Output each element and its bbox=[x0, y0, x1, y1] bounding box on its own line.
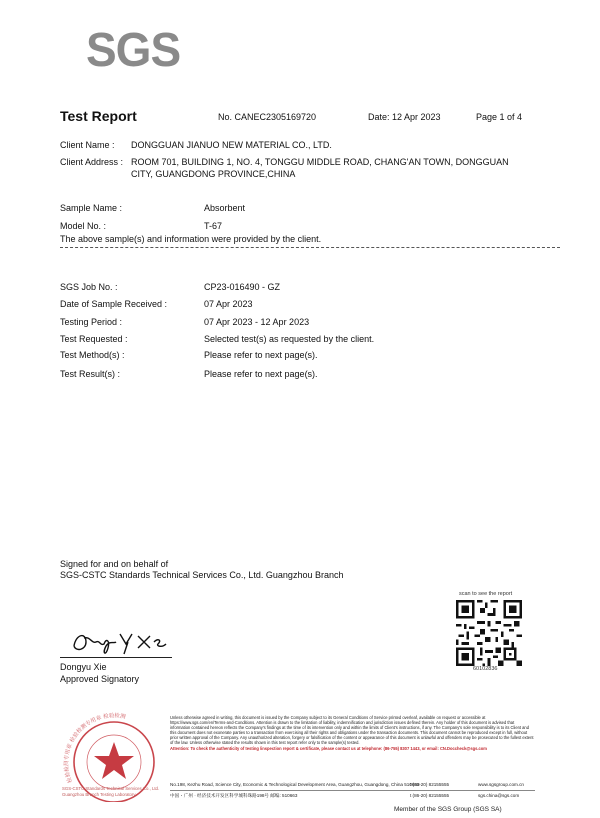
sample-note: The above sample(s) and information were provided by the client. bbox=[60, 234, 322, 244]
signed-on-behalf: Signed for and on behalf of bbox=[60, 559, 169, 569]
footer-divider bbox=[170, 790, 535, 791]
method-value: Please refer to next page(s). bbox=[204, 350, 318, 360]
page-number: Page 1 of 4 bbox=[476, 112, 523, 122]
method-label: Test Method(s) : bbox=[60, 350, 125, 360]
received-label: Date of Sample Received : bbox=[60, 299, 168, 309]
svg-text:检验检测专用章 检验检测专用章 检验检测: 检验检测专用章 检验检测专用章 检验检测 bbox=[63, 713, 127, 784]
client-name-label: Client Name : bbox=[60, 140, 115, 150]
job-label: SGS Job No. : bbox=[60, 282, 118, 292]
sample-name-value: Absorbent bbox=[204, 203, 246, 213]
period-label: Testing Period : bbox=[60, 317, 123, 327]
client-address-line1: ROOM 701, BUILDING 1, NO. 4, TONGGU MIDDLE ROAD, CHANG'AN TOWN, DONGGUAN bbox=[131, 157, 509, 167]
terms-fine-print bbox=[170, 715, 535, 751]
authenticity-attention: Attention: To check the authenticity of testing /inspection report & certificate, please contact us at telephone: (86-755) 8307 1443, or email: CN.Doccheck@sgs.com bbox=[170, 745, 487, 751]
client-address-line2: CITY, GUANGDONG PROVINCE,CHINA bbox=[131, 169, 296, 179]
qr-number: 60102836 bbox=[473, 666, 498, 672]
report-title: Test Report bbox=[60, 108, 137, 124]
address-en: No.198, Kezhu Road, Science City, Economic & Technological Development Area, Guangzhou, Guangdong, China 510663 bbox=[170, 782, 420, 787]
web-en[interactable]: www.sgsgroup.com.cn bbox=[478, 782, 524, 787]
signature-line bbox=[60, 657, 172, 658]
tel-en: t (86-20) 82155555 bbox=[410, 782, 450, 787]
report-number: No. CANEC2305169720 bbox=[218, 112, 317, 122]
qr-caption: scan to see the report bbox=[459, 591, 513, 597]
job-value: CP23-016490 - GZ bbox=[204, 282, 281, 292]
qr-code[interactable] bbox=[456, 600, 522, 666]
address-cn: 中国・广州 · 经济技术开发区科学城科珠路198号 邮编: 510663 bbox=[170, 793, 298, 798]
model-no-value: T-67 bbox=[204, 221, 223, 231]
tel-cn: t (86-20) 82155555 bbox=[410, 793, 450, 798]
result-label: Test Result(s) : bbox=[60, 369, 121, 379]
sample-name-label: Sample Name : bbox=[60, 203, 123, 213]
model-no-label: Model No. : bbox=[60, 221, 107, 231]
handwritten-signature bbox=[70, 626, 180, 656]
sgs-group-member: Member of the SGS Group (SGS SA) bbox=[394, 806, 502, 813]
client-address-label: Client Address : bbox=[60, 157, 124, 167]
email-cn[interactable]: sgs.china@sgs.com bbox=[478, 793, 520, 798]
signatory-company: SGS-CSTC Standards Technical Services Co., Ltd. Guangzhou Branch bbox=[60, 570, 344, 580]
client-name-value: DONGGUAN JIANUO NEW MATERIAL CO., LTD. bbox=[131, 140, 332, 150]
seal-caption-line1: SGS-CSTC Standards Technical Services Co., Ltd. bbox=[62, 786, 160, 791]
sgs-logo: SGS bbox=[86, 21, 181, 77]
report-date: Date: 12 Apr 2023 bbox=[368, 112, 441, 122]
requested-label: Test Requested : bbox=[60, 334, 128, 344]
terms-body: Unless otherwise agreed in writing, this document is issued by the Company subject to its General Conditions of Service printed overleaf, available on request or accessible at https://www.sgs.com/en/Terms-and-Conditions. Attention is drawn to the limitation of liability, indemnification and jurisdiction issues defined therein. Any holder of this document is advised that information contained hereon reflects the Company's findings at the time of its intervention only and within the limits of Client's instructions, if any. The Company's sole responsibility is to its Client and this document does not exonerate parties to a transaction from exercising all their rights and obligations under the transaction documents. This document cannot be reproduced except in full, without prior written approval of the Company. Any unauthorized alteration, forgery or falsification of the content or appearance of this document is unlawful and offenders may be prosecuted to the fullest extent of the law. Unless otherwise stated the results shown in this test report refer only to the sample(s) tested. bbox=[170, 715, 534, 746]
seal-caption bbox=[62, 786, 172, 797]
requested-value: Selected test(s) as requested by the client. bbox=[204, 334, 375, 344]
signatory-role: Approved Signatory bbox=[60, 674, 140, 684]
received-value: 07 Apr 2023 bbox=[204, 299, 253, 309]
result-value: Please refer to next page(s). bbox=[204, 369, 318, 379]
signatory-name: Dongyu Xie bbox=[60, 662, 107, 672]
period-value: 07 Apr 2023 - 12 Apr 2023 bbox=[204, 317, 310, 327]
seal-caption-line2: Guangzhou Branch Testing Laboratory bbox=[62, 791, 136, 797]
dashed-divider bbox=[60, 247, 560, 248]
